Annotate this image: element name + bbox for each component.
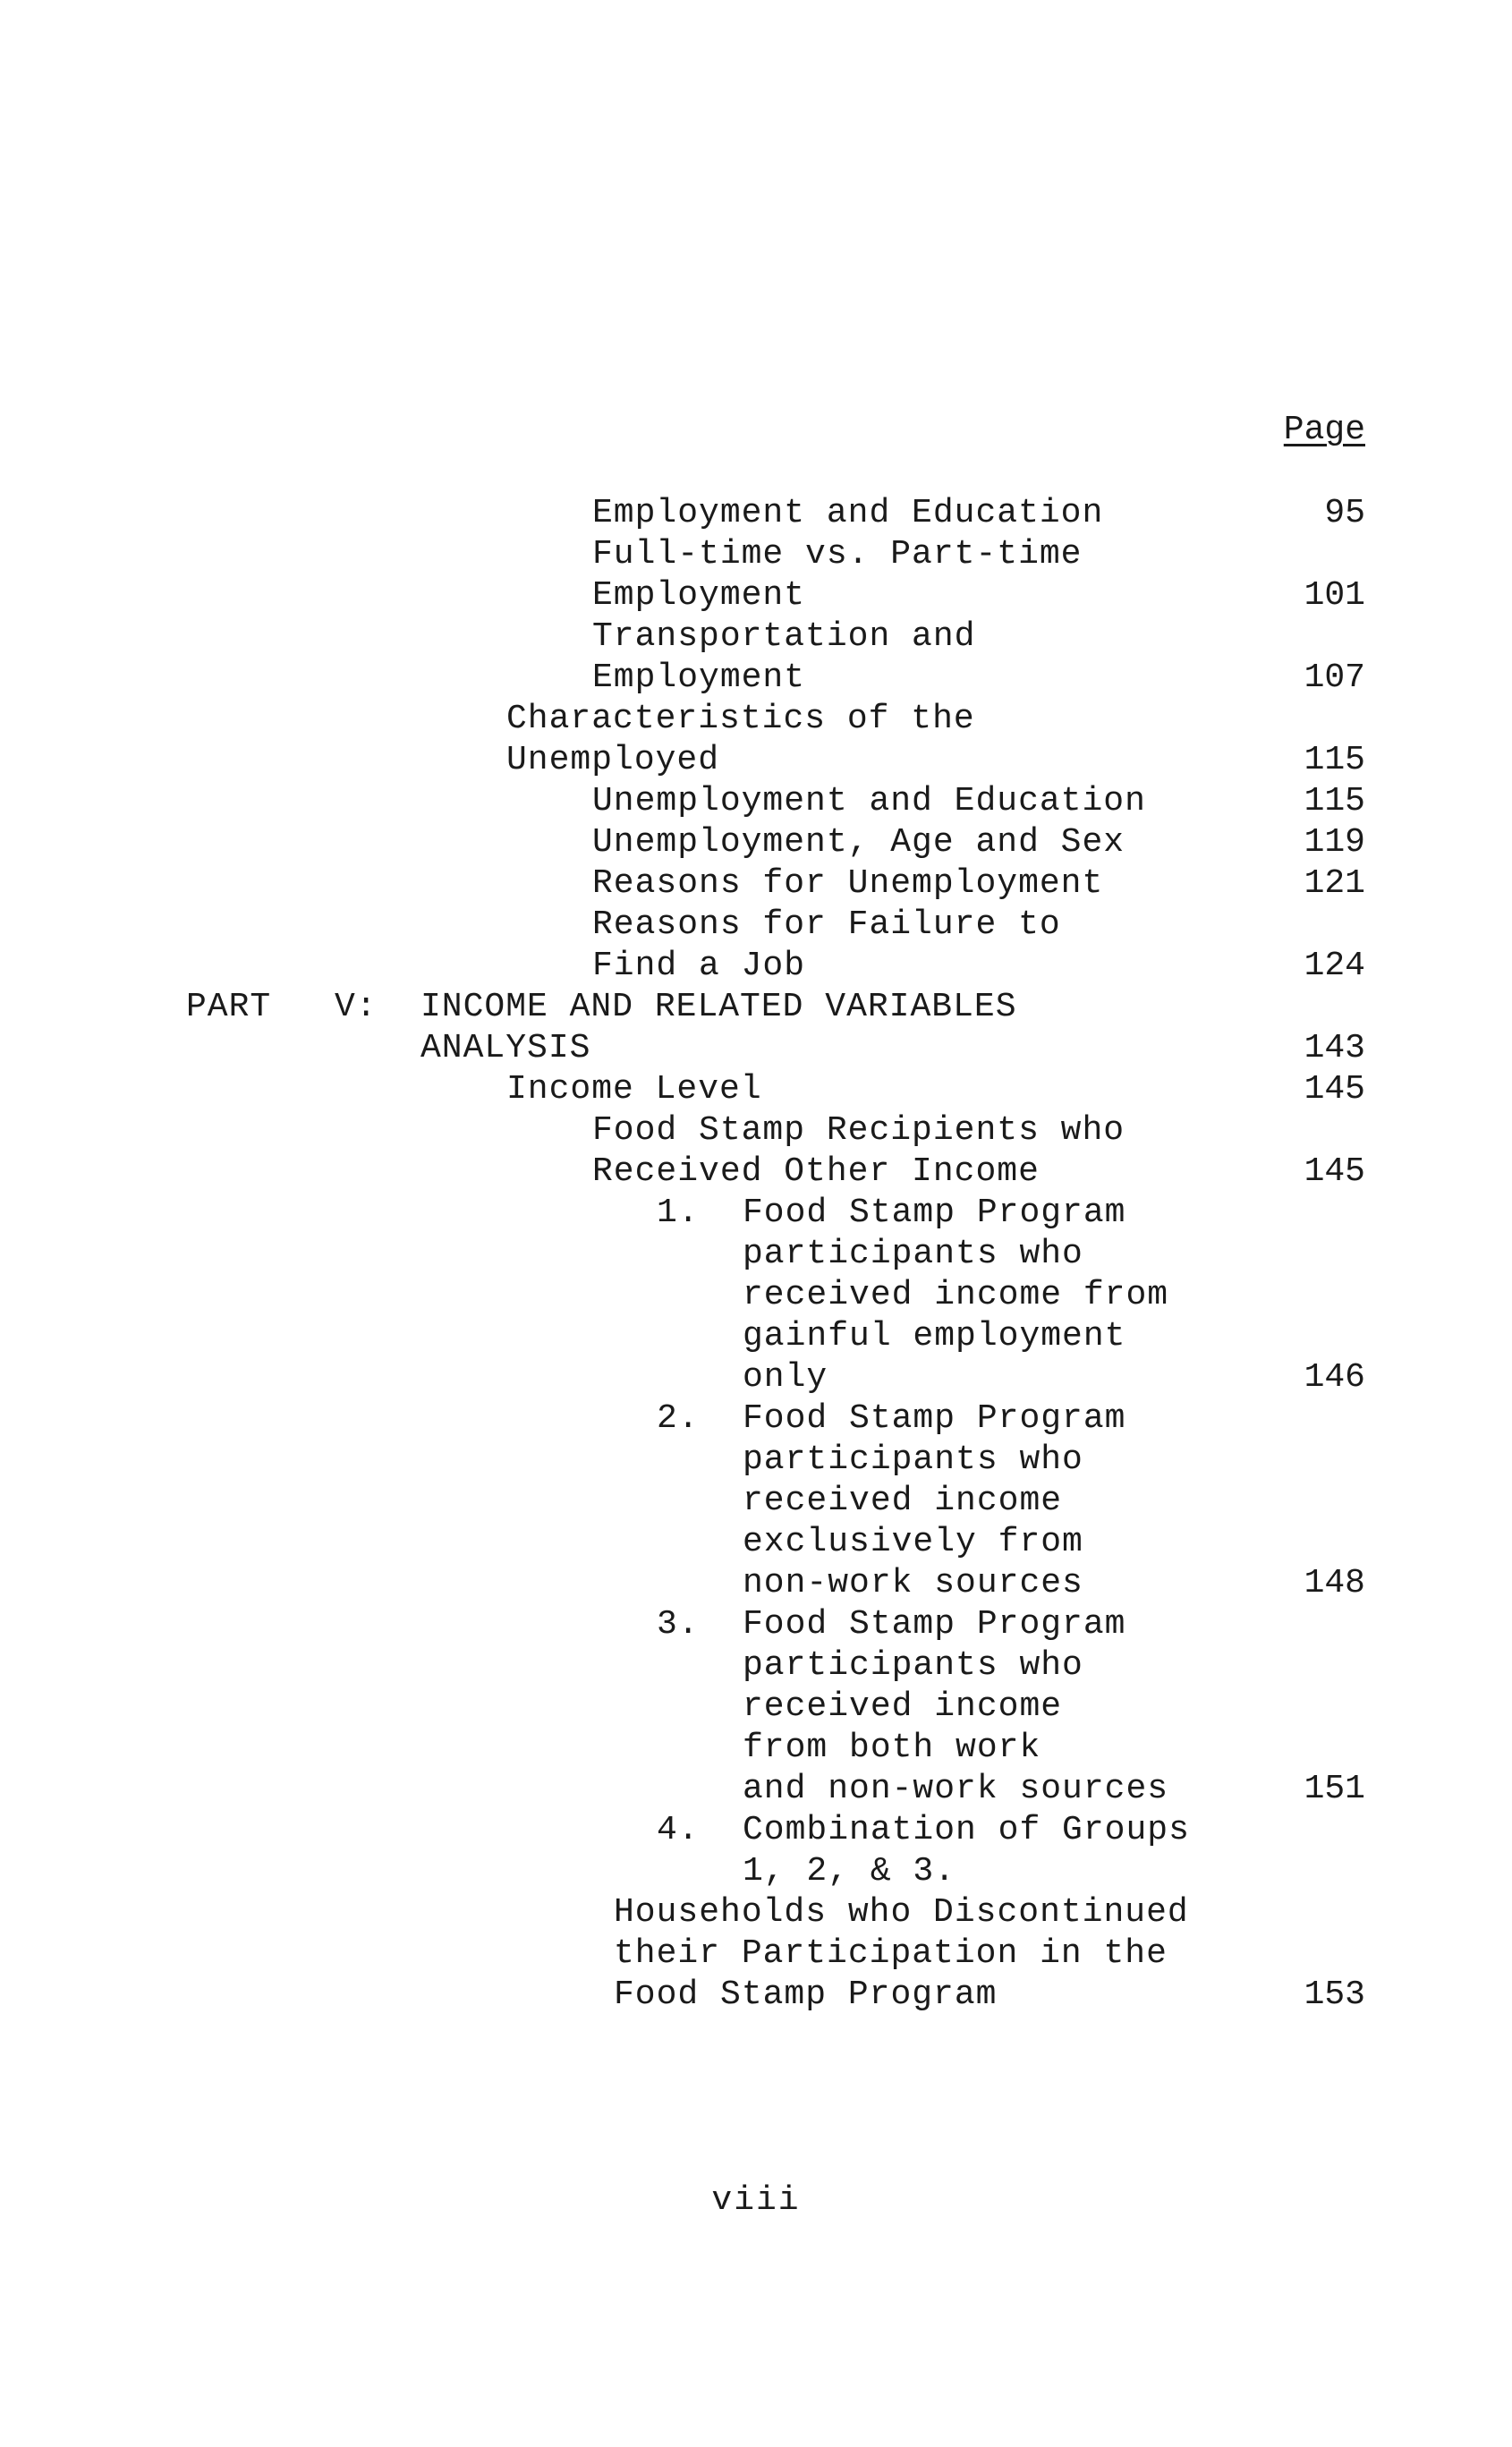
toc-entry-text: received income bbox=[743, 1687, 1063, 1726]
toc-entry-text: received income bbox=[743, 1482, 1063, 1520]
toc-entry-text: Reasons for Failure to bbox=[592, 905, 1061, 944]
toc-item-number: 1. bbox=[657, 1194, 700, 1232]
toc-entry-text: Unemployment and Education bbox=[592, 782, 1146, 820]
toc-item-number: 2. bbox=[657, 1399, 700, 1438]
toc-entry-text: Employment and Education bbox=[592, 494, 1104, 532]
toc-entry-text: Employment bbox=[592, 658, 806, 697]
toc-entry-page: 153 bbox=[1304, 1975, 1365, 2014]
toc-entry-text: received income from bbox=[743, 1276, 1169, 1314]
toc-entry-page: 145 bbox=[1304, 1152, 1365, 1191]
toc-entry-text: Combination of Groups bbox=[743, 1811, 1190, 1849]
toc-entry-text: Characteristics of the bbox=[506, 700, 975, 738]
toc-entry-text: Employment bbox=[592, 576, 806, 615]
toc-entry-text: ANALYSIS bbox=[420, 1029, 591, 1067]
page-column-header: Page bbox=[1283, 411, 1365, 449]
part-number: V: bbox=[335, 988, 378, 1026]
toc-entry-text: only bbox=[743, 1358, 828, 1397]
toc-entry-text: Income Level bbox=[506, 1070, 762, 1109]
toc-entry-text: participants who bbox=[743, 1440, 1083, 1479]
toc-entry-text: Food Stamp Program bbox=[743, 1605, 1126, 1644]
toc-entry-page: 148 bbox=[1304, 1564, 1365, 1602]
toc-entry-page: 107 bbox=[1304, 658, 1365, 697]
page-number-footer: viii bbox=[711, 2181, 801, 2220]
toc-entry-text: participants who bbox=[743, 1235, 1083, 1273]
toc-entry-text: non-work sources bbox=[743, 1564, 1083, 1602]
toc-entry-page: 145 bbox=[1304, 1070, 1365, 1109]
toc-entry-text: 1, 2, & 3. bbox=[743, 1852, 956, 1890]
toc-entry-text: Reasons for Unemployment bbox=[592, 864, 1104, 903]
toc-entry-page: 146 bbox=[1304, 1358, 1365, 1397]
toc-entry-text: participants who bbox=[743, 1646, 1083, 1685]
toc-entry-page: 124 bbox=[1304, 947, 1365, 985]
toc-entry-text: their Participation in the bbox=[614, 1934, 1168, 1973]
toc-item-number: 4. bbox=[657, 1811, 700, 1849]
toc-entry-page: 115 bbox=[1304, 741, 1365, 779]
toc-entry-text: Transportation and bbox=[592, 617, 976, 656]
toc-entry-page: 95 bbox=[1324, 494, 1365, 532]
toc-entry-text: from both work bbox=[743, 1729, 1041, 1767]
toc-entry-text: exclusively from bbox=[743, 1523, 1083, 1561]
toc-entry-text: and non-work sources bbox=[743, 1770, 1169, 1808]
toc-entry-text: Households who Discontinued bbox=[614, 1893, 1189, 1932]
toc-entry-page: 143 bbox=[1304, 1029, 1365, 1067]
toc-entry-text: Unemployment, Age and Sex bbox=[592, 823, 1126, 862]
part-label: PART bbox=[186, 988, 272, 1026]
toc-entry-page: 121 bbox=[1304, 864, 1365, 903]
toc-entry-text: Find a Job bbox=[592, 947, 806, 985]
toc-entry-text: gainful employment bbox=[743, 1317, 1126, 1355]
toc-entry-page: 101 bbox=[1304, 576, 1365, 615]
toc-entry-text: Food Stamp Recipients who bbox=[592, 1111, 1126, 1150]
toc-entry-page: 151 bbox=[1304, 1770, 1365, 1808]
toc-entry-text: Full-time vs. Part-time bbox=[592, 535, 1083, 574]
toc-entry-text: Food Stamp Program bbox=[743, 1399, 1126, 1438]
toc-entry-text: INCOME AND RELATED VARIABLES bbox=[420, 988, 1017, 1026]
toc-entry-text: Received Other Income bbox=[592, 1152, 1040, 1191]
toc-entry-text: Food Stamp Program bbox=[614, 1975, 998, 2014]
toc-entry-text: Unemployed bbox=[506, 741, 720, 779]
toc-item-number: 3. bbox=[657, 1605, 700, 1644]
toc-entry-text: Food Stamp Program bbox=[743, 1194, 1126, 1232]
toc-entry-page: 119 bbox=[1304, 823, 1365, 862]
toc-entry-page: 115 bbox=[1304, 782, 1365, 820]
